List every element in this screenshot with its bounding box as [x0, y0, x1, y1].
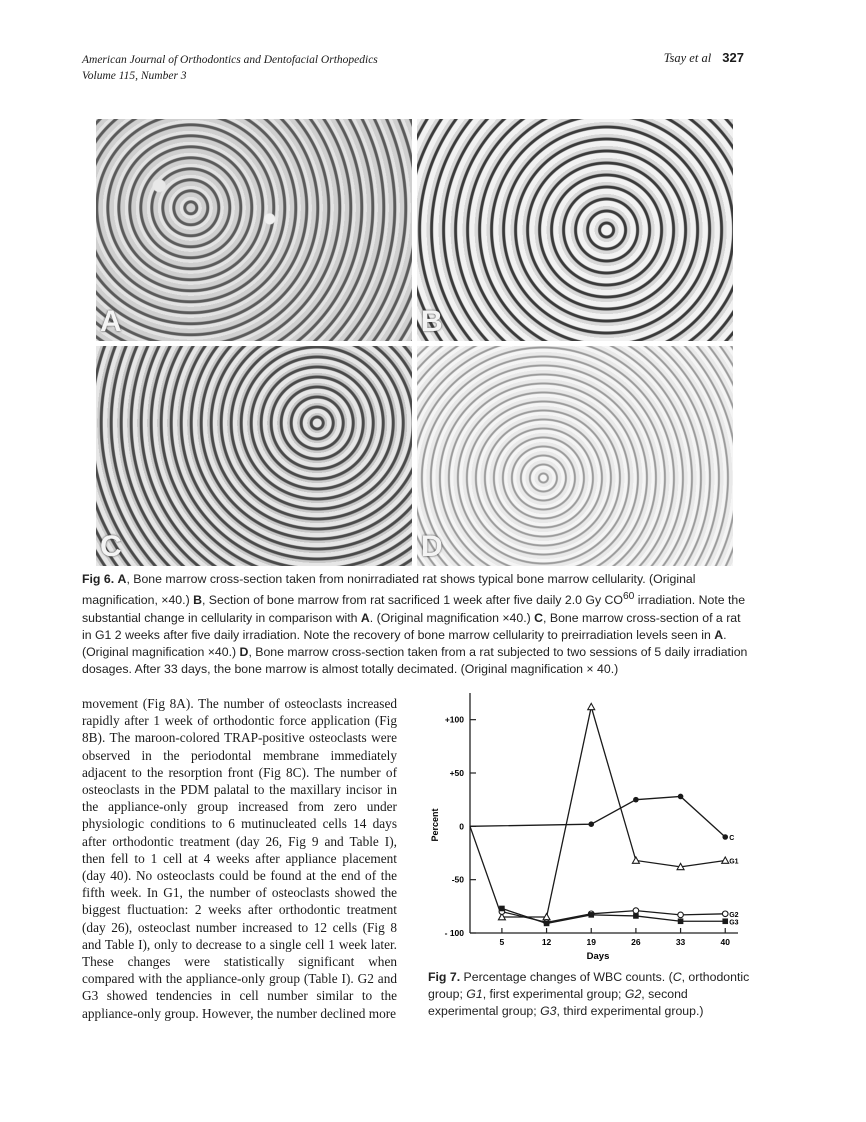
point-c: [678, 794, 684, 800]
cap-b-ref: A: [360, 610, 370, 625]
fig7-text2: , orthodontic group;: [428, 970, 750, 1002]
journal-title: American Journal of Orthodontics and Dentofacial Orthopedics: [82, 54, 378, 66]
fig7-label: Fig 7.: [428, 970, 461, 984]
fig7-text1: Percentage changes of WBC counts. (: [460, 970, 673, 984]
x-tick-label: 33: [675, 937, 686, 947]
cap-a-letter: A: [117, 572, 127, 586]
series-label-g1: G1: [729, 858, 739, 866]
point-g2: [633, 908, 639, 914]
page-number: 327: [722, 50, 744, 65]
point-g1: [722, 857, 729, 863]
panel-letter-b: B: [421, 305, 443, 338]
cap-c-text: , Bone marrow cross-section of a rat in G1 2 weeks after five daily irradiation. Note the recovery of bone marrow cellularity to preirradiation levels seen in: [82, 610, 741, 642]
figure7-caption: [428, 969, 750, 1021]
panel-letter-a: A: [100, 305, 122, 338]
point-g1: [588, 703, 595, 709]
point-g2: [722, 911, 728, 917]
cap-b-text2: irradiation. Note the substantial change in cellularity in comparison with: [82, 593, 746, 625]
point-g3: [678, 918, 684, 924]
x-tick-label: 19: [586, 937, 596, 947]
point-c: [588, 821, 594, 827]
micrograph-panel-a: [96, 119, 412, 341]
cap-b-text3: . (Original magnification ×40.): [369, 610, 535, 625]
point-g3: [722, 918, 728, 924]
x-axis-label: Days: [586, 951, 610, 962]
y-axis-label: Percent: [430, 808, 440, 842]
fig7-text3: , first experimental group;: [482, 987, 625, 1002]
cap-c-text2: . (Original magnification ×40.): [82, 627, 727, 659]
fig7-g1-abbr: G1: [466, 987, 483, 1002]
series-line-g3: [502, 908, 725, 923]
fig6-label: Fig 6.: [82, 572, 115, 586]
panel-letter-c: C: [100, 530, 122, 563]
fig7-g2-abbr: G2: [624, 987, 642, 1002]
x-tick-label: 26: [631, 937, 641, 947]
fig7-g3-abbr: G3: [540, 1004, 557, 1019]
point-c: [633, 797, 639, 803]
x-tick-label: 40: [720, 937, 730, 947]
point-g3: [588, 912, 594, 918]
page-header-right: [664, 50, 744, 66]
chart-axes: [445, 693, 738, 947]
cap-c-ref: A: [714, 627, 724, 642]
micrograph-panel-d: [417, 346, 733, 566]
series-line-g1: [470, 707, 725, 917]
chart-series: [470, 703, 739, 926]
fig7-c-abbr: C: [672, 970, 682, 984]
point-g3: [499, 906, 505, 912]
cap-b-sup: 60: [622, 591, 635, 603]
x-tick-label: 5: [499, 937, 505, 947]
running-header: [82, 52, 378, 84]
series-label-g2: G2: [729, 911, 739, 919]
point-c: [722, 834, 728, 840]
figure7-chart: [420, 685, 750, 965]
cap-c-letter: C: [534, 610, 544, 625]
x-tick-label: 12: [541, 937, 552, 947]
micrograph-panel-c: [96, 346, 412, 566]
journal-volume: Volume 115, Number 3: [82, 70, 187, 82]
body-paragraph: movement (Fig 8A). The number of osteoclasts increased rapidly after 1 week of orthodontic force application (Fig 8B). The maroon-colored TRAP-positive osteoclasts were observed in the periodontal membrane immediately adjacent to the resorption front (Fig 8C). The number of osteoclasts in the PDM palatal to the maxillary incisor in the appliance-only group increased from zero under physiologic conditions to 6 mutinucleated cells 14 days after orthodontic treatment (day 26, Fig 9 and Table I), then fell to 1 cell at 4 weeks after appliance placement (day 40). No osteoclasts could be found at the end of the fifth week. In G1, the number of osteoclasts showed the biggest fluctuation: 2 weeks after orthodontic treatment (day 26), osteoclast number increased to 12 cells (Fig 8 and Table I), only to decrease to a single cell 1 week later. These changes were statistically significant when compared with the appliance-only group (Table I). G2 and G3 showed tendencies in cell number similar to the appliance-only group. However, the number declined more: [82, 696, 397, 1021]
y-tick-label: +50: [449, 768, 464, 778]
point-g2: [678, 912, 684, 918]
cap-b-letter: B: [193, 593, 202, 608]
y-tick-label: 0: [459, 821, 464, 832]
point-g3: [633, 913, 639, 919]
series-line-c: [470, 796, 725, 837]
point-g3: [544, 921, 550, 927]
panel-letter-d: D: [421, 530, 443, 563]
cap-a-text: , Bone marrow cross-section taken from nonirradiated rat shows typical bone marrow cellularity. (Original magnification, ×40.): [82, 572, 696, 608]
figure6-caption: [82, 571, 748, 678]
micrograph-panel-b: [417, 119, 733, 341]
y-tick-label: - 100: [444, 928, 464, 938]
y-tick-label: +100: [444, 714, 464, 725]
fig7-text4: , second experimental group;: [428, 987, 688, 1019]
fig7-text5: , third experimental group.): [556, 1004, 704, 1019]
cap-d-letter: D: [239, 644, 249, 659]
point-g1: [632, 857, 639, 863]
panel-divider: [412, 119, 417, 566]
cap-b-text: , Section of bone marrow from rat sacrificed 1 week after five daily 2.0 Gy CO: [201, 593, 623, 608]
y-tick-label: -50: [451, 874, 464, 885]
series-label-g3: G3: [729, 919, 739, 927]
cap-d-text: , Bone marrow cross-section taken from a rat subjected to two sessions of 5 daily irradiation dosages. After 33 days, the bone marrow is almost totally decimated. (Original magnification × 40.): [82, 644, 748, 677]
series-label-c: C: [729, 835, 735, 842]
header-authors: Tsay et al: [663, 51, 712, 65]
